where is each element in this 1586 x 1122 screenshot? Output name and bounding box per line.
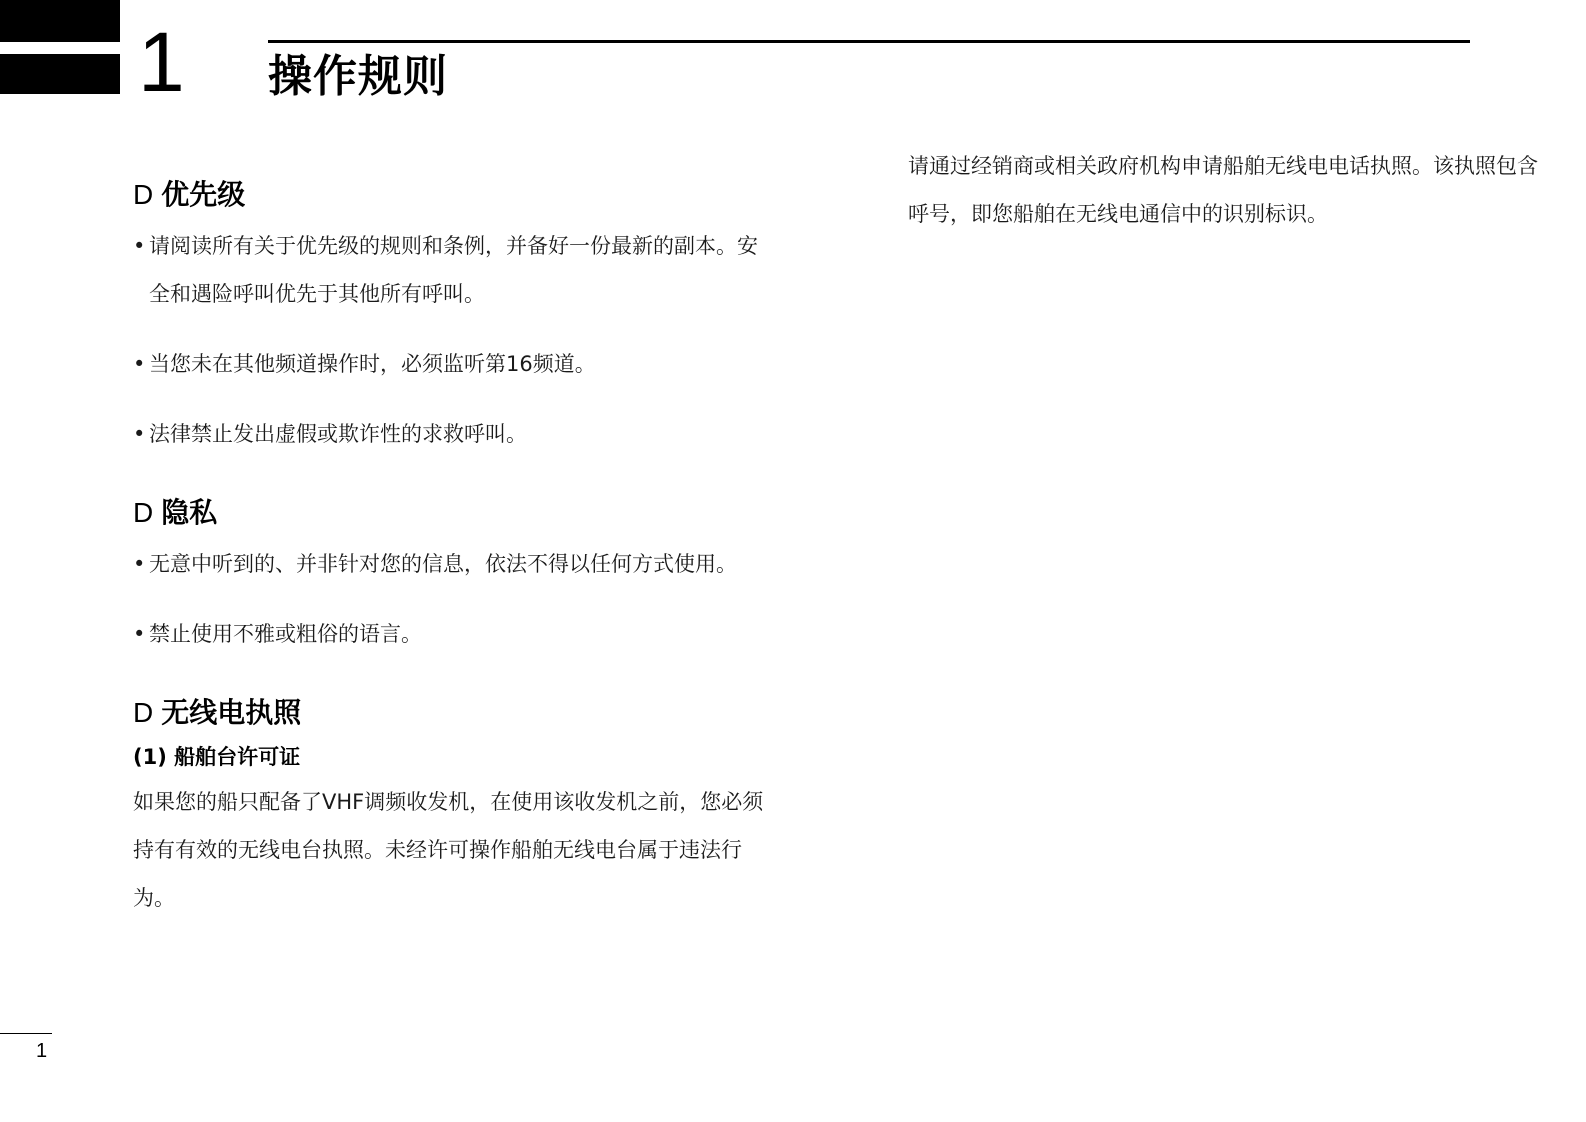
section-heading [133,176,773,214]
section-title: 隐私 [161,496,218,529]
bullet-item [133,340,773,388]
title-rule [268,40,1470,43]
section-title: 无线电执照 [161,696,302,729]
chapter-tab-top [0,0,120,42]
footer-rule [0,1033,52,1034]
bullet-item [133,610,773,658]
chapter-title: 操作规则 [268,51,448,102]
section-radio-license [133,694,773,922]
bullet-text: 请阅读所有关于优先级的规则和条例，并备好一份最新的副本。安全和遇险呼叫优先于其他所有呼叫。 [149,234,758,306]
bullet-text: 禁止使用不雅或粗俗的语言。 [149,622,422,646]
page-number: 1 [36,1040,48,1062]
section-priority [133,176,773,458]
section-marker: D [133,179,154,210]
bullet-item [133,410,773,458]
section-marker: D [133,497,154,528]
body-paragraph: 请通过经销商或相关政府机构申请船舶无线电电话执照。该执照包含呼号，即您船舶在无线电通信中的识别标识。 [908,154,1538,226]
section-marker: D [133,697,154,728]
left-column [133,176,773,922]
section-heading [133,694,773,732]
bullet-dot: • [133,622,146,646]
bullet-item [133,540,773,588]
right-column [908,142,1556,238]
bullet-text: 当您未在其他频道操作时，必须监听第16频道。 [149,352,596,376]
chapter-number: 1 [138,15,185,109]
bullet-item [133,222,773,318]
bullet-dot: • [133,422,146,446]
chapter-tab-bottom [0,54,120,94]
bullet-text: 法律禁止发出虚假或欺诈性的求救呼叫。 [149,422,527,446]
body-paragraph: 如果您的船只配备了VHF调频收发机，在使用该收发机之前，您必须持有有效的无线电台执照。未经许可操作船舶无线电台属于违法行为。 [133,790,764,910]
bullet-dot: • [133,352,146,376]
subsection-heading: (1) 船舶台许可证 [133,745,301,769]
section-title: 优先级 [161,178,246,211]
section-heading [133,494,773,532]
bullet-dot: • [133,234,146,258]
section-privacy [133,494,773,658]
bullet-text: 无意中听到的、并非针对您的信息，依法不得以任何方式使用。 [149,552,737,576]
bullet-dot: • [133,552,146,576]
